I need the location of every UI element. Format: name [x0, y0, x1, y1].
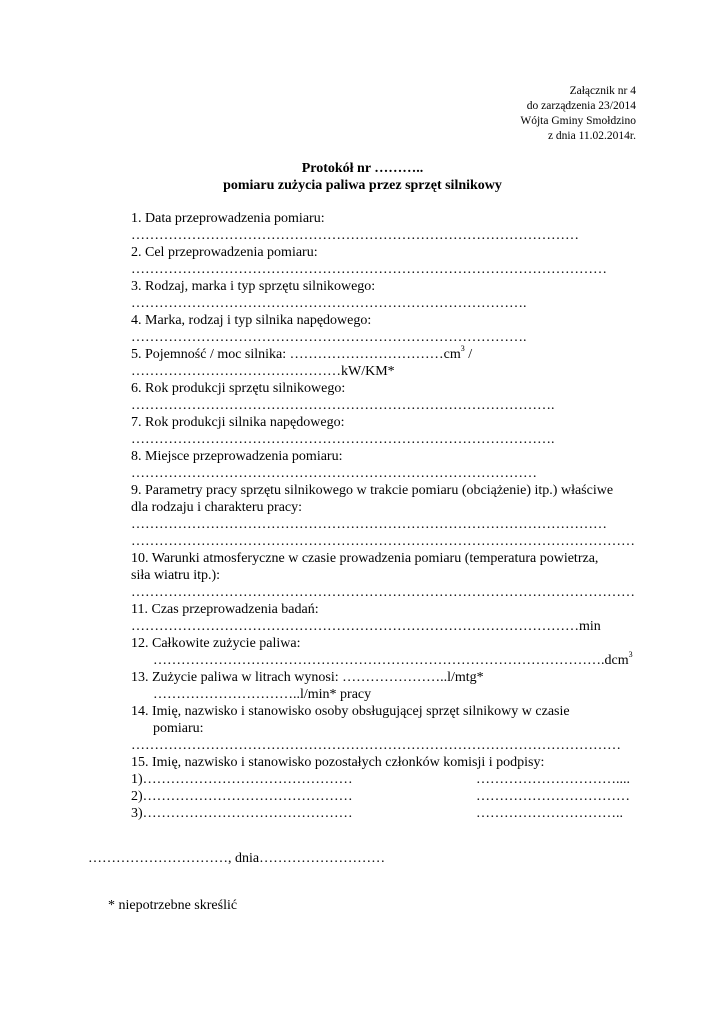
place-date-field[interactable]: …………………………, dnia………………………	[88, 851, 386, 866]
title-line-protocol: Protokół nr ………..	[301, 161, 424, 176]
signature-row	[131, 788, 641, 805]
item-5-text: 5. Pojemność / moc silnika: ……………………………cm	[131, 347, 461, 362]
member-name-field[interactable]: 1)………………………………………	[131, 772, 353, 787]
member-name-field[interactable]: 2)………………………………………	[131, 789, 353, 804]
member-signature-field[interactable]: …………………………..	[476, 806, 623, 821]
item-9-field[interactable]: ………………………………………………………………………………………………	[131, 534, 635, 549]
item-5-label[interactable]	[131, 346, 641, 363]
annex-line: Wójta Gminy Smołdzino	[520, 115, 636, 127]
item-12-field[interactable]	[131, 652, 641, 669]
item-6-field[interactable]: ……………………………………………………………………………….	[131, 398, 555, 413]
item-5-slash: /	[464, 347, 473, 362]
item-10-label-cont: siła wiatru itp.):	[131, 568, 221, 583]
item-3-field[interactable]: ………………………………………………………………………….	[131, 296, 527, 311]
item-14-label-cont: pomiaru:	[153, 721, 204, 736]
item-1-field[interactable]: ……………………………………………………………………………………	[131, 228, 579, 243]
signature-row	[131, 805, 641, 822]
item-13-label[interactable]: 13. Zużycie paliwa w litrach wynosi: …………………..l/mtg*	[131, 670, 484, 685]
item-14-label: 14. Imię, nazwisko i stanowisko osoby obsługującej sprzęt silnikowy w czasie	[131, 704, 570, 719]
member-name-field[interactable]: 3)………………………………………	[131, 806, 353, 821]
annex-header	[520, 84, 636, 144]
member-signature-field[interactable]: ……………………………	[476, 789, 630, 804]
item-4-field[interactable]: ………………………………………………………………………….	[131, 330, 527, 345]
item-9-label-cont: dla rodzaju i charakteru pracy:	[131, 500, 303, 515]
item-4-label: 4. Marka, rodzaj i typ silnika napędowego:	[131, 313, 372, 328]
item-10-label: 10. Warunki atmosferyczne w czasie prowadzenia pomiaru (temperatura powietrza,	[131, 551, 599, 566]
item-15-label: 15. Imię, nazwisko i stanowisko pozostałych członków komisji i podpisy:	[131, 755, 545, 770]
superscript: 3	[460, 344, 465, 354]
annex-line: z dnia 11.02.2014r.	[547, 130, 636, 142]
item-10-field[interactable]: ………………………………………………………………………………………………	[131, 585, 635, 600]
item-11-label: 11. Czas przeprowadzenia badań:	[131, 602, 319, 617]
signature-row	[131, 771, 641, 788]
item-5-field[interactable]: ………………………………………kW/KM*	[131, 364, 395, 379]
item-8-field[interactable]: ……………………………………………………………………………	[131, 466, 537, 481]
superscript: 3	[628, 650, 633, 660]
item-12-label: 12. Całkowite zużycie paliwa:	[131, 636, 301, 651]
document-title	[0, 160, 725, 194]
member-signature-field[interactable]: …………………………....	[476, 772, 630, 787]
item-2-field[interactable]: …………………………………………………………………………………………	[131, 262, 607, 277]
item-11-field[interactable]: ……………………………………………………………………………………min	[131, 619, 601, 634]
title-line-subject: pomiaru zużycia paliwa przez sprzęt silnikowy	[223, 178, 502, 193]
item-13-field[interactable]: …………………………..l/min* pracy	[153, 687, 372, 702]
annex-line: Załącznik nr 4	[569, 85, 636, 97]
form-items	[131, 210, 641, 822]
item-7-label: 7. Rok produkcji silnika napędowego:	[131, 415, 345, 430]
item-9-label: 9. Parametry pracy sprzętu silnikowego w trakcie pomiaru (obciążenie) itp.) właściwe	[131, 483, 614, 498]
item-9-field[interactable]: …………………………………………………………………………………………	[131, 517, 607, 532]
item-6-label: 6. Rok produkcji sprzętu silnikowego:	[131, 381, 346, 396]
annex-line: do zarządzenia 23/2014	[526, 100, 636, 112]
footnote: * niepotrzebne skreślić	[108, 898, 238, 913]
item-8-label: 8. Miejsce przeprowadzenia pomiaru:	[131, 449, 343, 464]
item-12-dots: …………………………………………………………………………………….dcm	[153, 653, 629, 668]
item-2-label: 2. Cel przeprowadzenia pomiaru:	[131, 245, 318, 260]
item-7-field[interactable]: ……………………………………………………………………………….	[131, 432, 555, 447]
item-3-label: 3. Rodzaj, marka i typ sprzętu silnikowego:	[131, 279, 376, 294]
item-1-label: 1. Data przeprowadzenia pomiaru:	[131, 211, 325, 226]
item-14-field[interactable]: ……………………………………………………………………………………………	[131, 738, 621, 753]
